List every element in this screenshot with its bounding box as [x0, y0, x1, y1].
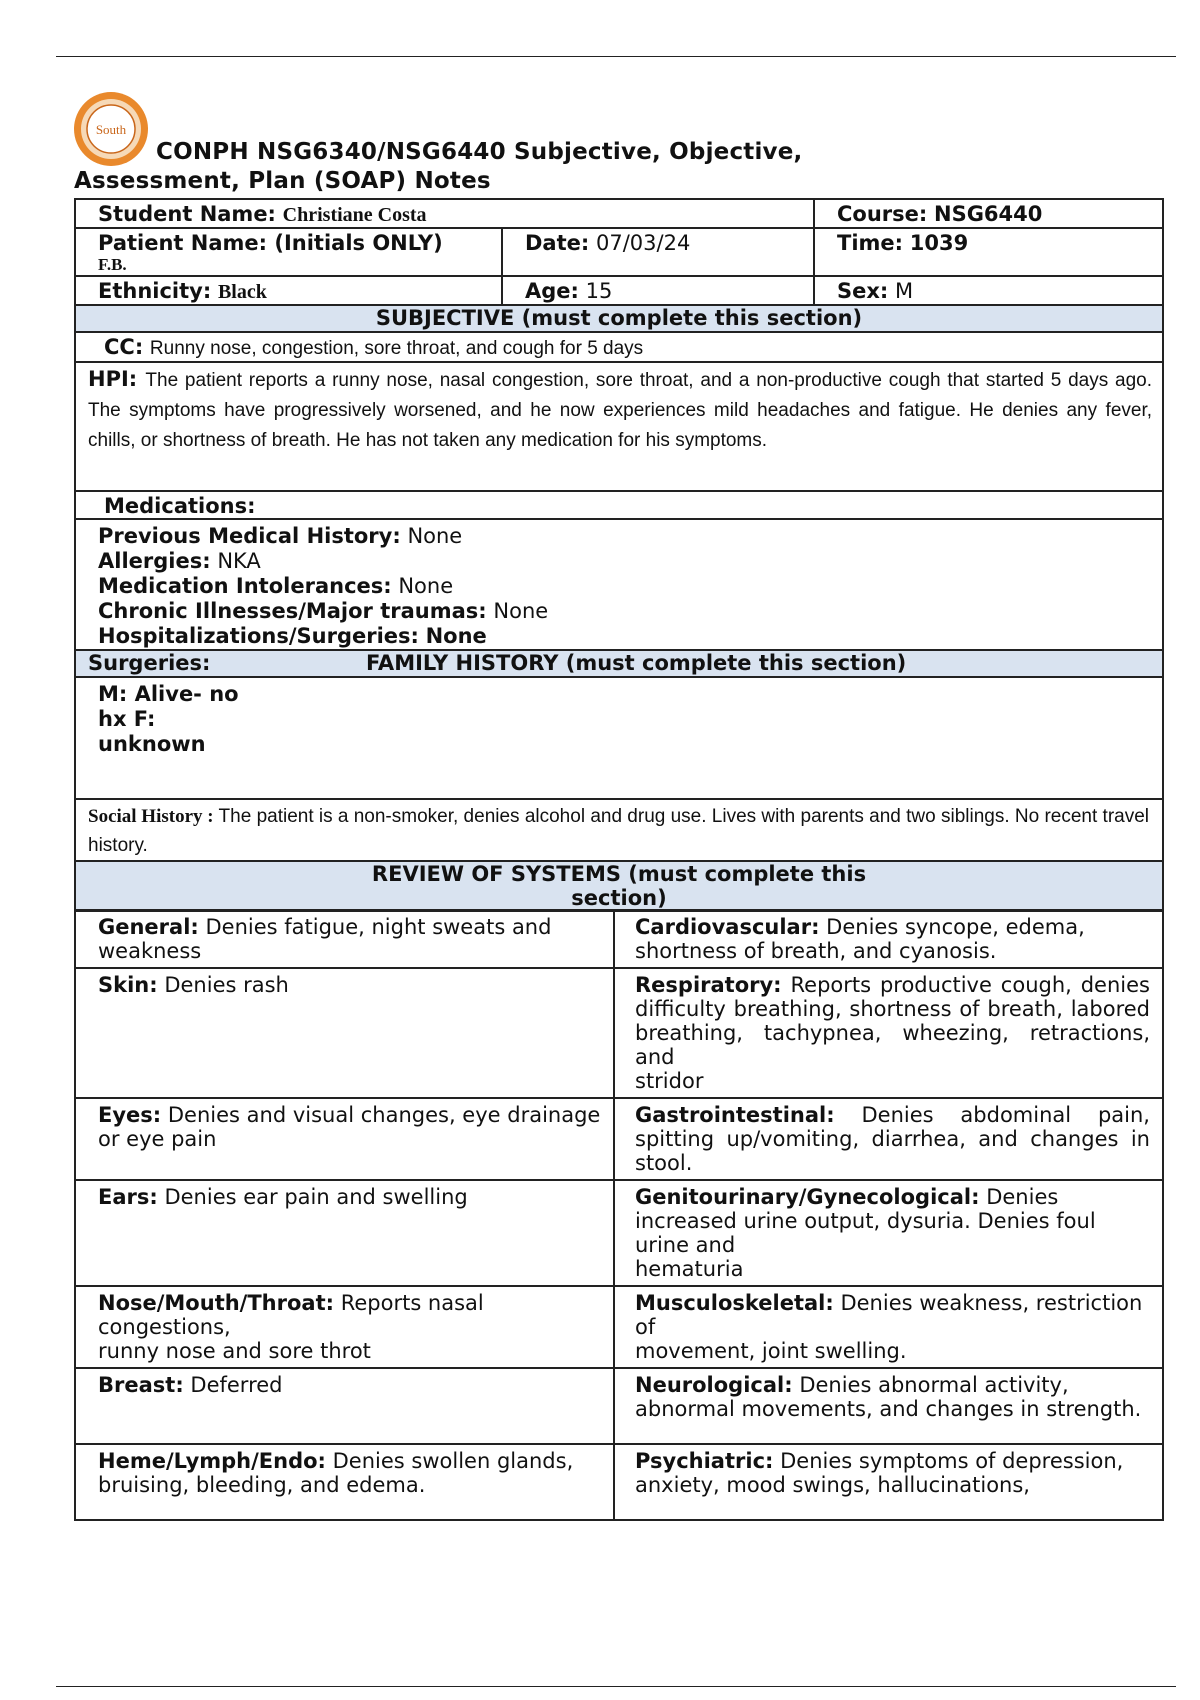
ros-general: [75, 910, 614, 968]
patient-name-value: F.B.: [98, 255, 127, 274]
gi-value: Denies abdominal pain, spitting up/vomiting, diarrhea, and changes in stool.: [635, 1103, 1150, 1175]
chronic-line: [98, 599, 1140, 624]
cardio-label: Cardiovascular:: [635, 915, 820, 939]
age-cell: [502, 276, 814, 305]
subjective-header-row: [75, 305, 1163, 332]
course-value: NSG6440: [934, 202, 1043, 226]
title-line-1: CONPH NSG6340/NSG6440 Subjective, Objective,: [156, 139, 803, 165]
patient-name-label: Patient Name: (Initials ONLY): [98, 231, 443, 255]
family-header-cell: [75, 650, 1163, 677]
hospitalizations-line: [98, 624, 1140, 649]
gi-label: Gastrointestinal:: [635, 1103, 835, 1127]
breast-value: Deferred: [190, 1373, 283, 1397]
ros-eyes: [75, 1098, 614, 1180]
medications-row: [75, 491, 1163, 519]
hpi-label: HPI:: [88, 367, 138, 391]
chronic-label: Chronic Illnesses/Major traumas:: [98, 599, 487, 623]
family-history-header: FAMILY HISTORY (must complete this section): [366, 651, 907, 675]
family-line-1: M: Alive- no: [98, 682, 239, 706]
ros-skin: [75, 968, 614, 1098]
intolerances-line: [98, 574, 1140, 599]
intolerances-value: None: [398, 574, 454, 598]
eyes-label: Eyes:: [98, 1103, 162, 1127]
time-label: Time:: [837, 231, 904, 255]
social-history-row: [75, 799, 1163, 861]
ros-genitourinary: [614, 1180, 1163, 1286]
age-value: 15: [585, 279, 613, 303]
ros-header: [75, 861, 1163, 911]
patient-row: [75, 228, 1163, 276]
ros-ears: [75, 1180, 614, 1286]
ethnicity-label: Ethnicity:: [98, 279, 212, 303]
svg-text:South: South: [95, 122, 127, 137]
sex-value: M: [895, 279, 914, 303]
ros-table: [74, 909, 1164, 1521]
course-label: Course:: [837, 202, 928, 226]
skin-value: Denies rash: [164, 973, 289, 997]
demographics-row: [75, 276, 1163, 305]
ros-musculoskeletal: [614, 1286, 1163, 1368]
hpi-cell: [75, 362, 1163, 491]
intolerances-label: Medication Intolerances:: [98, 574, 392, 598]
ethnicity-cell: [75, 276, 502, 305]
hospitalizations-value: None: [425, 624, 487, 648]
date-cell: [502, 228, 814, 276]
ros-gastrointestinal: [614, 1098, 1163, 1180]
surgeries-label: Surgeries:: [88, 651, 211, 675]
psych-value: Denies symptoms of depression,: [780, 1449, 1124, 1473]
hpi-value: The patient reports a runny nose, nasal congestion, sore throat, and a non-productive cough that started 5 days ago. The symptoms have progressively worsened, and he now experiences mild headaches and fatigue. He denies any fever, chills, or shortness of breath. He has not taken any medication for his symptoms.: [88, 370, 1153, 451]
medications-cell: [75, 491, 1163, 519]
subjective-header: SUBJECTIVE (must complete this section): [75, 305, 1163, 332]
respiratory-value: Reports productive cough, denies difficulty breathing, shortness of breath, labored breathing, tachypnea, wheezing, retractions, and: [635, 973, 1150, 1069]
ros-header-row: [75, 861, 1163, 911]
msk-value-2: movement, joint swelling.: [635, 1339, 907, 1363]
psych-value-2: anxiety, mood swings, hallucinations,: [635, 1473, 1030, 1497]
document-title: [74, 138, 1074, 196]
chief-complaint-cell: [75, 332, 1163, 362]
ros-header-line-2: section): [571, 886, 667, 910]
nose-value-2: runny nose and sore throt: [98, 1339, 371, 1363]
social-history-label: Social History :: [88, 806, 214, 827]
neuro-label: Neurological:: [635, 1373, 793, 1397]
heme-label: Heme/Lymph/Endo:: [98, 1449, 326, 1473]
general-value: Denies fatigue, night sweats and weakness: [98, 915, 552, 963]
family-history-cell: [75, 677, 1163, 799]
history-row: [75, 519, 1163, 650]
chronic-value: None: [493, 599, 549, 623]
student-row: [75, 199, 1163, 228]
cc-label: CC:: [104, 335, 144, 359]
top-rule: [56, 56, 1176, 57]
ears-label: Ears:: [98, 1185, 158, 1209]
pmh-label: Previous Medical History:: [98, 524, 401, 548]
ros-row-heme: [75, 1444, 1163, 1520]
hospitalizations-label: Hospitalizations/Surgeries:: [98, 624, 419, 648]
medications-label: Medications:: [104, 494, 256, 518]
history-cell: [75, 519, 1163, 650]
skin-label: Skin:: [98, 973, 158, 997]
ros-cardiovascular: [614, 910, 1163, 968]
ros-row-breast: [75, 1368, 1163, 1444]
date-value: 07/03/24: [595, 231, 691, 255]
ros-neurological: [614, 1368, 1163, 1444]
allergies-label: Allergies:: [98, 549, 211, 573]
student-name-label: Student Name:: [98, 202, 276, 226]
family-line-2: hx F:: [98, 707, 156, 731]
cc-row: [75, 332, 1163, 362]
hpi-row: [75, 362, 1163, 491]
cardio-value: Denies syncope, edema, shortness of breath, and cyanosis.: [635, 915, 1085, 963]
ros-psychiatric: [614, 1444, 1163, 1520]
msk-label: Musculoskeletal:: [635, 1291, 834, 1315]
course-cell: [814, 199, 1163, 228]
family-line-3: unknown: [98, 732, 206, 756]
allergies-value: NKA: [217, 549, 261, 573]
student-name-value: Christiane Costa: [282, 204, 427, 226]
heme-value: Denies swollen glands, bruising, bleeding, and edema.: [98, 1449, 574, 1497]
title-line-2: Assessment, Plan (SOAP) Notes: [74, 168, 491, 194]
ros-row-nose: [75, 1286, 1163, 1368]
ears-value: Denies ear pain and swelling: [164, 1185, 468, 1209]
nose-value: Reports nasal congestions,: [98, 1291, 484, 1339]
social-history-value: The patient is a non-smoker, denies alcohol and drug use. Lives with parents and two siblings. No recent travel history.: [88, 806, 1150, 856]
sex-cell: [814, 276, 1163, 305]
student-name-cell: [75, 199, 814, 228]
breast-label: Breast:: [98, 1373, 184, 1397]
msk-value: Denies weakness, restriction of: [635, 1291, 1143, 1339]
gu-label: Genitourinary/Gynecological:: [635, 1185, 980, 1209]
respiratory-value-2: stridor: [635, 1069, 704, 1093]
age-label: Age:: [525, 279, 579, 303]
nose-label: Nose/Mouth/Throat:: [98, 1291, 335, 1315]
pmh-value: None: [407, 524, 463, 548]
time-value: 1039: [909, 231, 969, 255]
date-label: Date:: [525, 231, 590, 255]
allergies-line: [98, 549, 1140, 574]
gu-value: Denies increased urine output, dysuria. Denies foul urine and: [635, 1185, 1096, 1257]
eyes-value: Denies and visual changes, eye drainage or eye pain: [98, 1103, 601, 1151]
respiratory-label: Respiratory:: [635, 973, 782, 997]
family-header-row: [75, 650, 1163, 677]
psych-label: Psychiatric:: [635, 1449, 774, 1473]
neuro-value: Denies abnormal activity, abnormal movements, and changes in strength.: [635, 1373, 1142, 1421]
sex-label: Sex:: [837, 279, 889, 303]
patient-name-cell: [75, 228, 502, 276]
bottom-rule: [56, 1686, 1176, 1687]
pmh-line: [98, 524, 1140, 549]
ros-breast: [75, 1368, 614, 1444]
soap-form: [74, 198, 1164, 912]
ros-header-line-1: REVIEW OF SYSTEMS (must complete this: [371, 862, 867, 886]
social-history-cell: [75, 799, 1163, 861]
time-cell: [814, 228, 1163, 276]
ethnicity-value: Black: [217, 281, 267, 303]
ros-nose-mouth-throat: [75, 1286, 614, 1368]
ros-row-eyes: [75, 1098, 1163, 1180]
ros-row-general: [75, 910, 1163, 968]
ros-row-skin: [75, 968, 1163, 1098]
general-label: General:: [98, 915, 199, 939]
gu-value-2: hematuria: [635, 1257, 744, 1281]
ros-row-ears: [75, 1180, 1163, 1286]
ros-respiratory: [614, 968, 1163, 1098]
family-history-row: [75, 677, 1163, 799]
cc-value: Runny nose, congestion, sore throat, and cough for 5 days: [149, 338, 644, 359]
ros-heme-lymph-endo: [75, 1444, 614, 1520]
